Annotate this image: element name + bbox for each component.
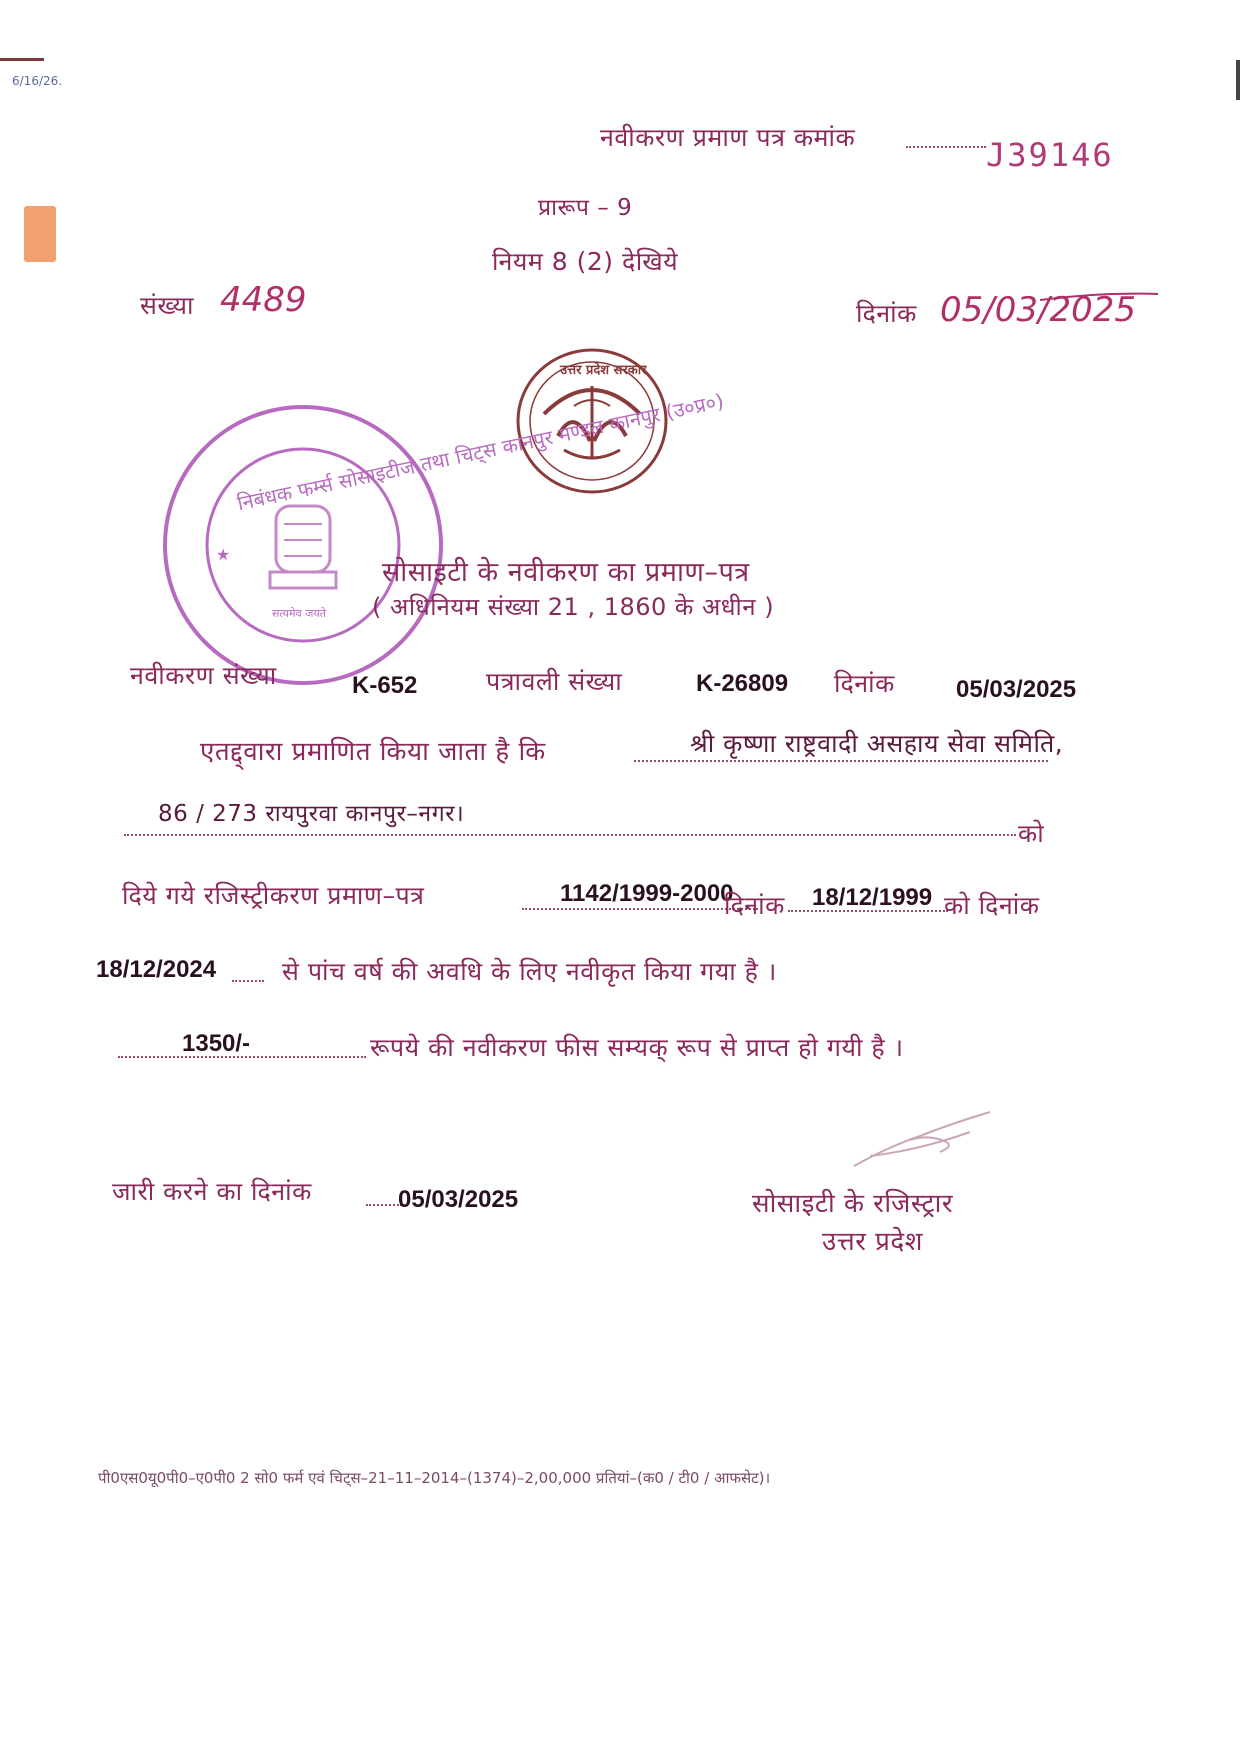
- registration-text: दिये गये रजिस्ट्रीकरण प्रमाण–पत्र: [122, 881, 425, 910]
- renewal-from-date: 18/12/2024: [96, 956, 217, 983]
- dotted-line: [232, 976, 264, 982]
- rule-reference: नियम 8 (2) देखिये: [492, 247, 679, 276]
- seal-center-text: सत्यमेव जयते: [272, 607, 327, 620]
- file-no: K-26809: [696, 670, 789, 697]
- ko-dinank-text: को दिनांक: [944, 891, 1040, 920]
- certify-text: एतद्द्वारा प्रमाणित किया जाता है कि: [200, 737, 546, 767]
- sankhya-value: 4489: [220, 280, 307, 320]
- certificate-heading: सोसाइटी के नवीकरण का प्रमाण–पत्र: [382, 557, 750, 588]
- dotted-line: [124, 830, 1016, 836]
- handwritten-stroke: [1040, 288, 1160, 308]
- form-title: प्रारूप – 9: [538, 195, 633, 221]
- renewal-no-label: नवीकरण संख्या: [130, 661, 277, 690]
- registrar-signature: [850, 1106, 1000, 1176]
- registrar-seal: [158, 400, 448, 690]
- ko-text: को: [1018, 819, 1045, 848]
- dotted-line: [906, 128, 986, 148]
- fee-amount: 1350/-: [182, 1030, 251, 1057]
- registration-no: 1142/1999-2000: [560, 880, 734, 907]
- society-address: 86 / 273 रायपुरवा कानपुर–नगर।: [158, 801, 465, 827]
- registration-date: 18/12/1999: [812, 884, 933, 911]
- dinank-value: 05/03/2025: [940, 290, 1136, 330]
- fee-text: रूपये की नवीकरण फीस सम्यक् रूप से प्राप्त हो गयी है ।: [370, 1033, 904, 1062]
- act-subheading: ( अधिनियम संख्या 21 , 1860 के अधीन ): [372, 593, 775, 621]
- emblem-text: उत्तर प्रदेश सरकार: [560, 363, 647, 378]
- dotted-line: [366, 1200, 402, 1206]
- issue-date: 05/03/2025: [398, 1186, 519, 1213]
- corner-mark: [0, 58, 44, 61]
- sankhya-label: संख्या: [140, 291, 195, 320]
- issue-date-label: जारी करने का दिनांक: [112, 1177, 312, 1206]
- page-edge-mark: [1236, 60, 1240, 100]
- date-label: दिनांक: [834, 669, 895, 698]
- signatory-title: सोसाइटी के रजिस्ट्रार: [752, 1189, 953, 1219]
- dinank-label: दिनांक: [856, 299, 917, 328]
- svg-text:★: ★: [216, 545, 231, 564]
- period-text: से पांच वर्ष की अवधि के लिए नवीकृत किया गया है ।: [282, 957, 777, 986]
- signatory-state: उत्तर प्रदेश: [822, 1227, 923, 1257]
- dinank-short: दिनांक: [724, 891, 785, 920]
- certificate-no-label: नवीकरण प्रमाण पत्र कमांक: [600, 123, 856, 152]
- renewal-no: K-652: [352, 672, 418, 699]
- certificate-number: J39146: [986, 136, 1114, 174]
- margin-note: 6/16/26.: [12, 74, 63, 88]
- file-no-label: पत्रावली संख्या: [486, 667, 623, 696]
- seal-ring-text: निबंधक फर्म्स सोसाइटीज तथा चिट्स कानपुर मण्डल कानपुर (उ०प्र०): [235, 388, 726, 516]
- footer-print-info: पी0एस0यू0पी0–ए0पी0 2 सो0 फर्म एवं चिट्स–21–11–2014–(1374)–2,00,000 प्रतियां–(क0 / टी0 / आफसेट)।: [98, 1469, 771, 1487]
- date-value: 05/03/2025: [956, 676, 1077, 703]
- society-name: श्री कृष्णा राष्ट्रवादी असहाय सेवा समिति,: [690, 729, 1064, 758]
- side-tab-marker: [24, 206, 56, 262]
